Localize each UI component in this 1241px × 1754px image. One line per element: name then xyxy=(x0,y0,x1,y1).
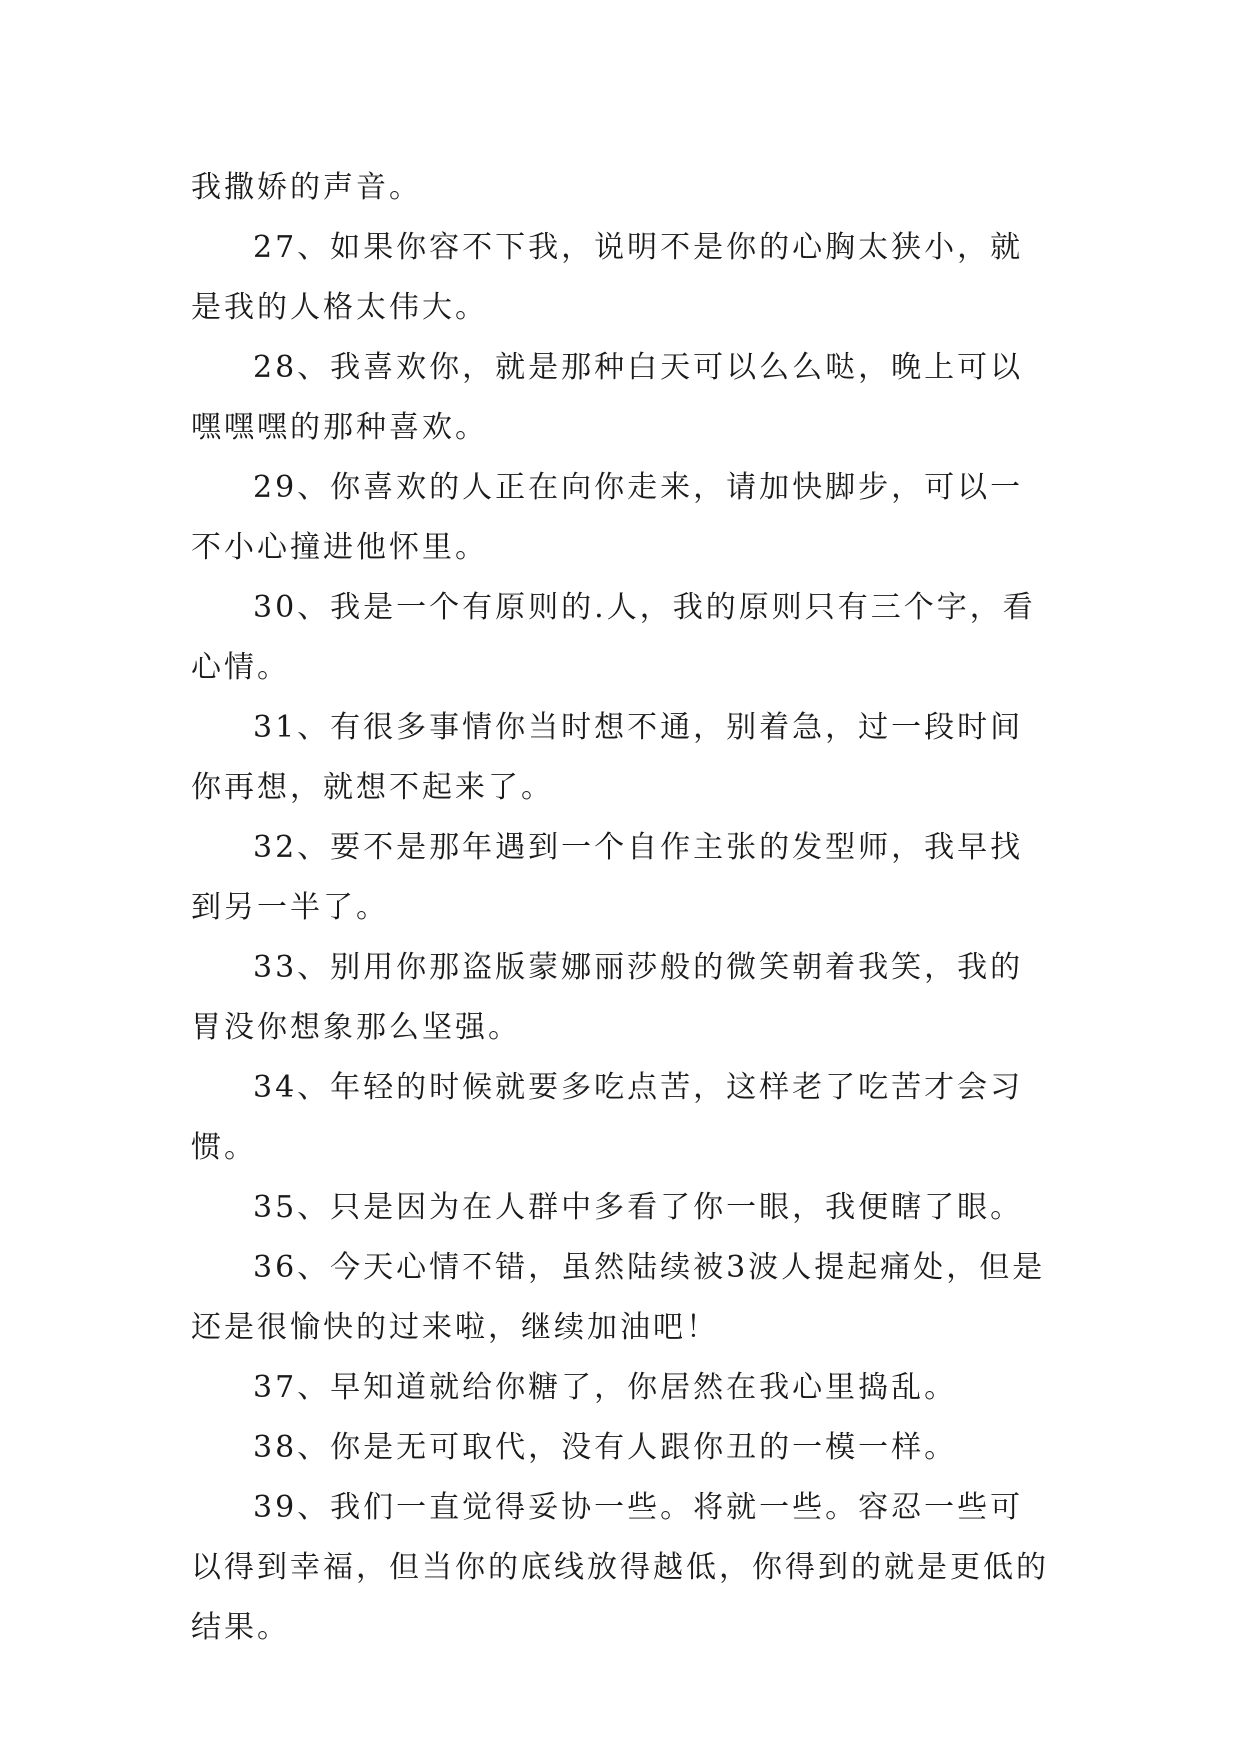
paragraph-31: 31、有很多事情你当时想不通，别着急，过一段时间你再想，就想不起来了。 xyxy=(191,710,1024,805)
paragraph-continuation: 我撒娇的声音。 xyxy=(191,170,422,205)
paragraph-38: 38、你是无可取代，没有人跟你丑的一模一样。 xyxy=(253,1430,958,1465)
paragraph-34: 34、年轻的时候就要多吃点苦，这样老了吃苦才会习惯。 xyxy=(191,1070,1024,1165)
paragraph-33: 33、别用你那盗版蒙娜丽莎般的微笑朝着我笑，我的胃没你想象那么坚强。 xyxy=(191,950,1024,1045)
paragraph-32: 32、要不是那年遇到一个自作主张的发型师，我早找到另一半了。 xyxy=(191,830,1024,925)
paragraph-27: 27、如果你容不下我，说明不是你的心胸太狭小，就是我的人格太伟大。 xyxy=(191,230,1024,325)
paragraph-39: 39、我们一直觉得妥协一些。将就一些。容忍一些可以得到幸福，但当你的底线放得越低，你得到的就是更低的结果。 xyxy=(191,1490,1049,1645)
paragraph-30: 30、我是一个有原则的.人，我的原则只有三个字，看心情。 xyxy=(191,590,1036,685)
paragraph-29: 29、你喜欢的人正在向你走来，请加快脚步，可以一不小心撞进他怀里。 xyxy=(191,470,1024,565)
paragraph-28: 28、我喜欢你，就是那种白天可以么么哒，晚上可以嘿嘿嘿的那种喜欢。 xyxy=(191,350,1024,445)
paragraph-37: 37、早知道就给你糖了，你居然在我心里捣乱。 xyxy=(253,1370,958,1405)
document-body xyxy=(191,158,1051,1658)
paragraph-36: 36、今天心情不错，虽然陆续被3波人提起痛处，但是还是很愉快的过来啦，继续加油吧！ xyxy=(191,1250,1046,1345)
paragraph-35: 35、只是因为在人群中多看了你一眼，我便瞎了眼。 xyxy=(253,1190,1024,1225)
